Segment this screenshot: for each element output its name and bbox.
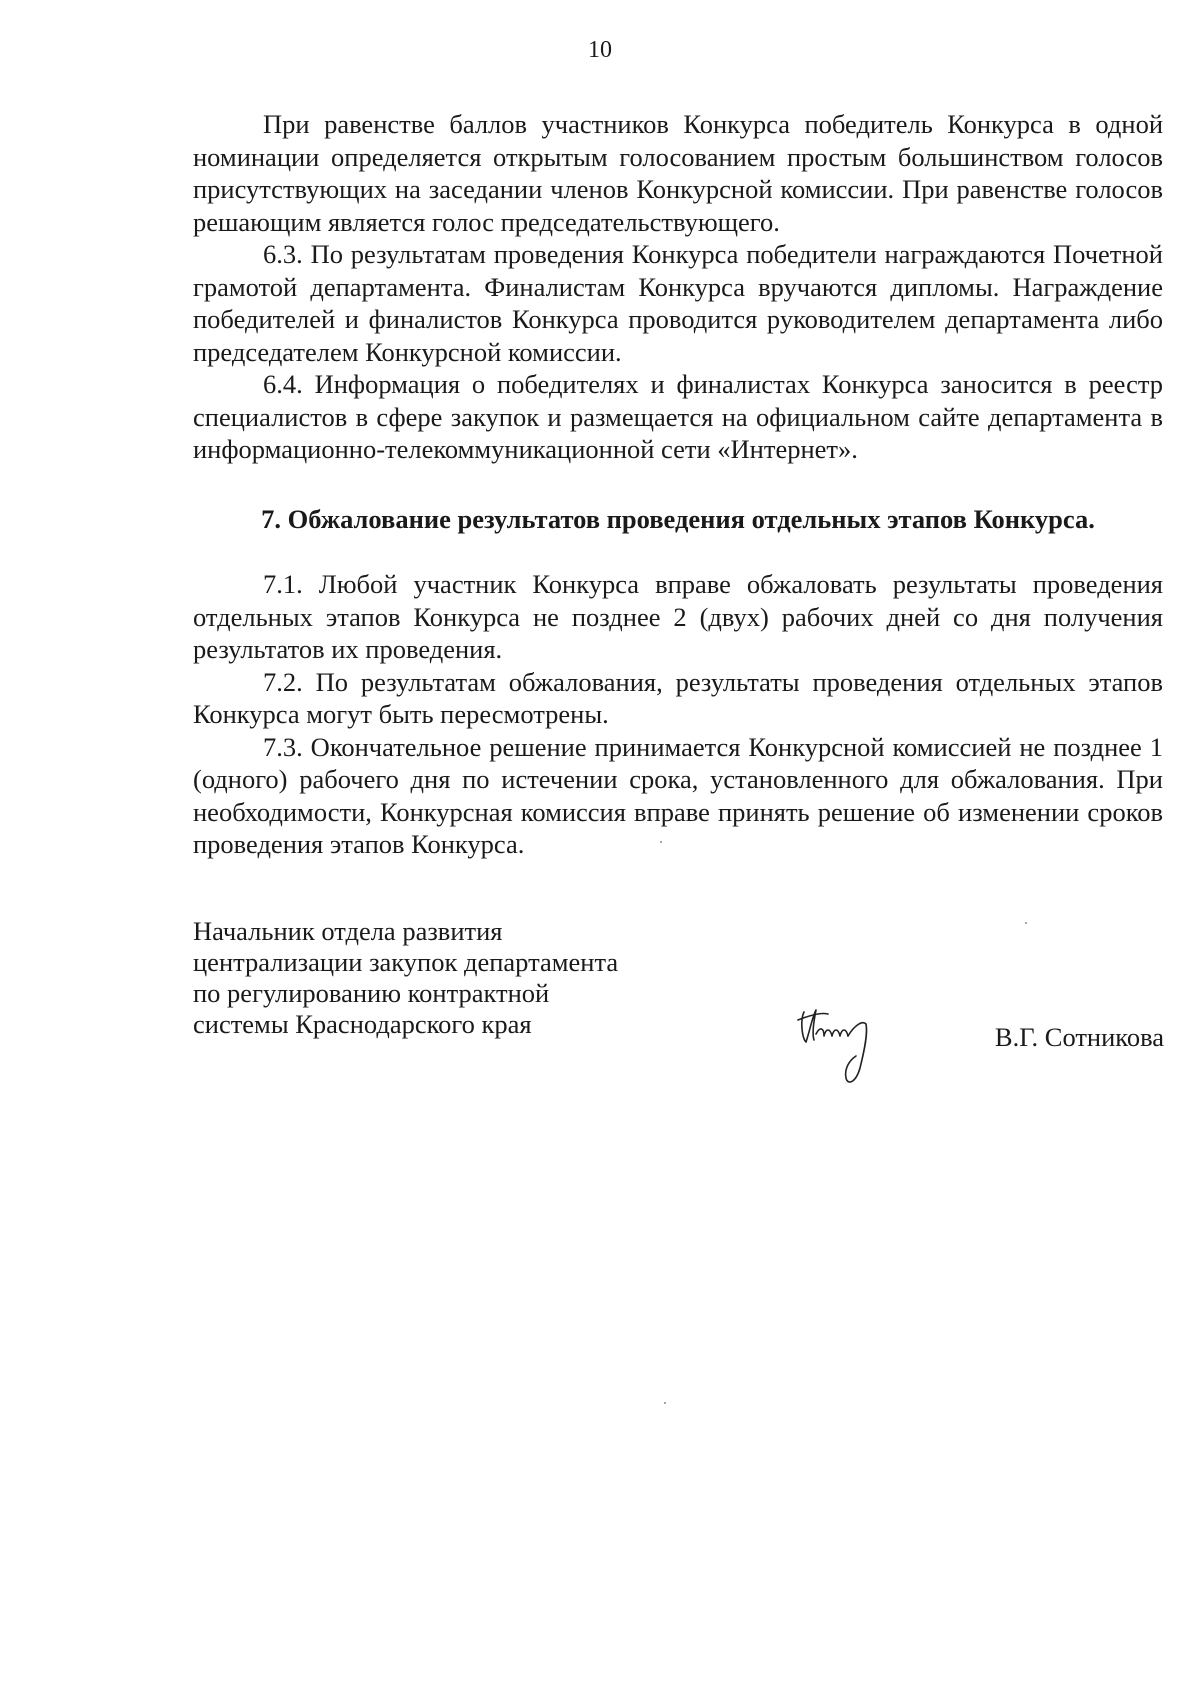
paragraph-7-3: 7.3. Окончательное решение принимается Конкурсной комиссией не позднее 1 (одного) рабочего дня по истечении срока, установленного для обжалования. При необходимости, Конкурсная комиссия вправе принять решение об изменении сроков проведения этапов Конкурса. xyxy=(193,731,1163,859)
scan-dot xyxy=(664,1402,666,1404)
page-number: 10 xyxy=(588,37,612,63)
signer-position-line: Начальник отдела развития xyxy=(193,916,503,946)
body-text-top xyxy=(193,108,1163,466)
paragraph-7-1: 7.1. Любой участник Конкурса вправе обжаловать результаты проведения отдельных этапов Конкурса не позднее 2 (двух) рабочих дней со дня получения результатов их проведения. xyxy=(193,569,1163,664)
signer-position-line: системы Краснодарского края xyxy=(193,1009,532,1039)
scan-dot xyxy=(660,841,662,843)
signer-position-line: централизации закупок департамента xyxy=(193,947,619,977)
signer-position-line: по регулированию контрактной xyxy=(193,978,550,1008)
signer-position xyxy=(193,916,693,1040)
handwritten-signature-icon xyxy=(790,990,900,1090)
paragraph-7-2: 7.2. По результатам обжалования, результаты проведения отдельных этапов Конкурса могут быть пересмотрены. xyxy=(193,666,1163,729)
paragraph-6-3: 6.3. По результатам проведения Конкурса победители награждаются Почетной грамотой департамента. Финалистам Конкурса вручаются дипломы. Награждение победителей и финалистов Конкурса проводится руководителем департамента либо председателем Конкурсной комиссии. xyxy=(193,239,1163,367)
section-7-heading: 7. Обжалование результатов проведения отдельных этапов Конкурса. xyxy=(261,504,1095,534)
paragraph-6-4: 6.4. Информация о победителях и финалистах Конкурса заносится в реестр специалистов в сфере закупок и размещается на официальном сайте департамента в информационно-телекоммуникационной сети «Интернет». xyxy=(193,369,1163,464)
paragraph-tie-rule: При равенстве баллов участников Конкурса победитель Конкурса в одной номинации определяется открытым голосованием простым большинством голосов присутствующих на заседании членов Конкурсной комиссии. При равенстве голосов решающим является голос председательствующего. xyxy=(193,109,1163,237)
signer-name: В.Г. Сотникова xyxy=(994,1022,1164,1052)
scan-dot xyxy=(1025,922,1027,924)
section-7-body xyxy=(193,568,1163,861)
